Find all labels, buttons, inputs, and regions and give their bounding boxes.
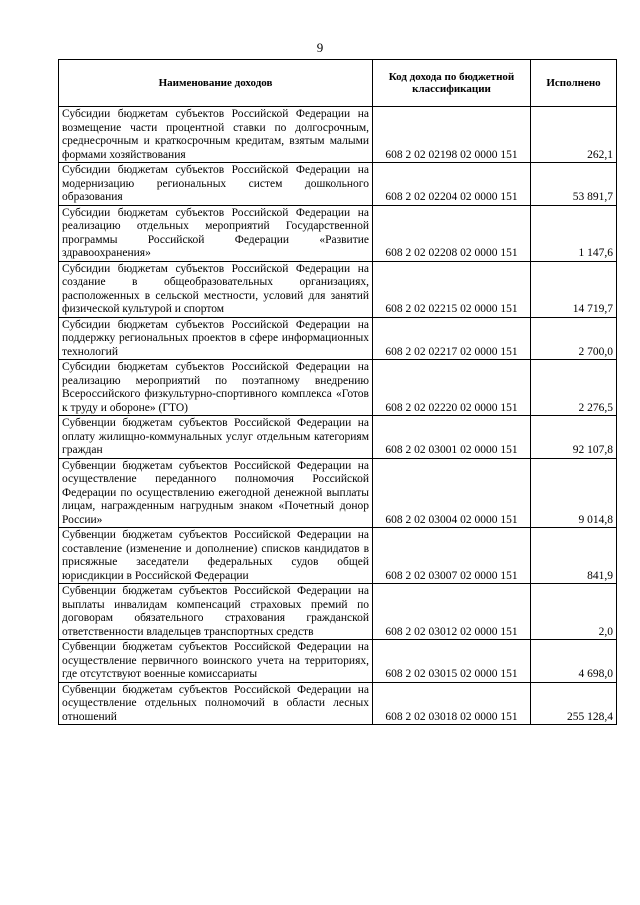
table-row (59, 107, 617, 163)
revenue-name-cell: Субсидии бюджетам субъектов Российской Федерации на модернизацию региональных систем дошкольного образования (59, 163, 373, 206)
revenue-name-cell: Субвенции бюджетам субъектов Российской Федерации на осуществление переданного полномочия Российской Федерации по осуществлению ежегодной денежной выплаты лицам, награжденным нагрудным знаком «Почетный донор России» (59, 458, 373, 528)
table-row (59, 682, 617, 725)
revenue-name-cell: Субвенции бюджетам субъектов Российской Федерации на осуществление отдельных полномочий в области лесных отношений (59, 682, 373, 725)
revenue-name-cell: Субвенции бюджетам субъектов Российской Федерации на оплату жилищно-коммунальных услуг отдельным категориям граждан (59, 416, 373, 459)
revenue-name-cell: Субсидии бюджетам субъектов Российской Федерации на создание в общеобразовательных организациях, расположенных в сельской местности, условий для занятий физической культурой и спортом (59, 261, 373, 317)
amount-cell: 262,1 (531, 107, 617, 163)
revenue-name-cell: Субвенции бюджетам субъектов Российской Федерации на выплаты инвалидам компенсаций страховых премий по договорам обязательного страхования гражданской ответственности владельцев транспортных средств (59, 584, 373, 640)
revenue-code-cell: 608 2 02 03015 02 0000 151 (373, 640, 531, 683)
amount-cell: 255 128,4 (531, 682, 617, 725)
header-amount-executed: Исполнено (531, 60, 617, 107)
amount-cell: 9 014,8 (531, 458, 617, 528)
revenue-code-cell: 608 2 02 02215 02 0000 151 (373, 261, 531, 317)
amount-cell: 4 698,0 (531, 640, 617, 683)
revenue-code-cell: 608 2 02 03012 02 0000 151 (373, 584, 531, 640)
revenue-table (58, 59, 617, 725)
revenue-code-cell: 608 2 02 02204 02 0000 151 (373, 163, 531, 206)
table-header (59, 60, 617, 107)
revenue-name-cell: Субсидии бюджетам субъектов Российской Федерации на реализацию отдельных мероприятий Государственной программы Российской Федерации «Развитие здравоохранения» (59, 205, 373, 261)
table-row (59, 416, 617, 459)
amount-cell: 14 719,7 (531, 261, 617, 317)
table-row (59, 205, 617, 261)
table-row (59, 261, 617, 317)
revenue-code-cell: 608 2 02 03018 02 0000 151 (373, 682, 531, 725)
amount-cell: 2 700,0 (531, 317, 617, 360)
amount-cell: 92 107,8 (531, 416, 617, 459)
revenue-name-cell: Субсидии бюджетам субъектов Российской Федерации на возмещение части процентной ставки по долгосрочным, среднесрочным и краткосрочным кредитам, взятым малыми формами хозяйствования (59, 107, 373, 163)
table-row (59, 360, 617, 416)
table-body (59, 107, 617, 725)
revenue-name-cell: Субсидии бюджетам субъектов Российской Федерации на поддержку региональных проектов в сфере информационных технологий (59, 317, 373, 360)
table-row (59, 458, 617, 528)
amount-cell: 53 891,7 (531, 163, 617, 206)
table-row (59, 640, 617, 683)
table-row (59, 528, 617, 584)
header-revenue-name: Наименование доходов (59, 60, 373, 107)
revenue-name-cell: Субсидии бюджетам субъектов Российской Федерации на реализацию мероприятий по поэтапному внедрению Всероссийского физкультурно-спортивного комплекса «Готов к труду и обороне» (ГТО) (59, 360, 373, 416)
revenue-code-cell: 608 2 02 03007 02 0000 151 (373, 528, 531, 584)
revenue-code-cell: 608 2 02 02217 02 0000 151 (373, 317, 531, 360)
table-row (59, 163, 617, 206)
revenue-code-cell: 608 2 02 02198 02 0000 151 (373, 107, 531, 163)
revenue-name-cell: Субвенции бюджетам субъектов Российской Федерации на составление (изменение и дополнение) списков кандидатов в присяжные заседатели федеральных судов общей юрисдикции в Российской Федерации (59, 528, 373, 584)
revenue-code-cell: 608 2 02 02220 02 0000 151 (373, 360, 531, 416)
table-row (59, 584, 617, 640)
amount-cell: 2,0 (531, 584, 617, 640)
header-row (59, 60, 617, 107)
page-number: 9 (316, 40, 324, 55)
revenue-code-cell: 608 2 02 03001 02 0000 151 (373, 416, 531, 459)
revenue-code-cell: 608 2 02 03004 02 0000 151 (373, 458, 531, 528)
header-revenue-code: Код дохода по бюджетной классификации (373, 60, 531, 107)
amount-cell: 841,9 (531, 528, 617, 584)
amount-cell: 1 147,6 (531, 205, 617, 261)
table-row (59, 317, 617, 360)
amount-cell: 2 276,5 (531, 360, 617, 416)
revenue-code-cell: 608 2 02 02208 02 0000 151 (373, 205, 531, 261)
revenue-name-cell: Субвенции бюджетам субъектов Российской Федерации на осуществление первичного воинского учета на территориях, где отсутствуют военные комиссариаты (59, 640, 373, 683)
